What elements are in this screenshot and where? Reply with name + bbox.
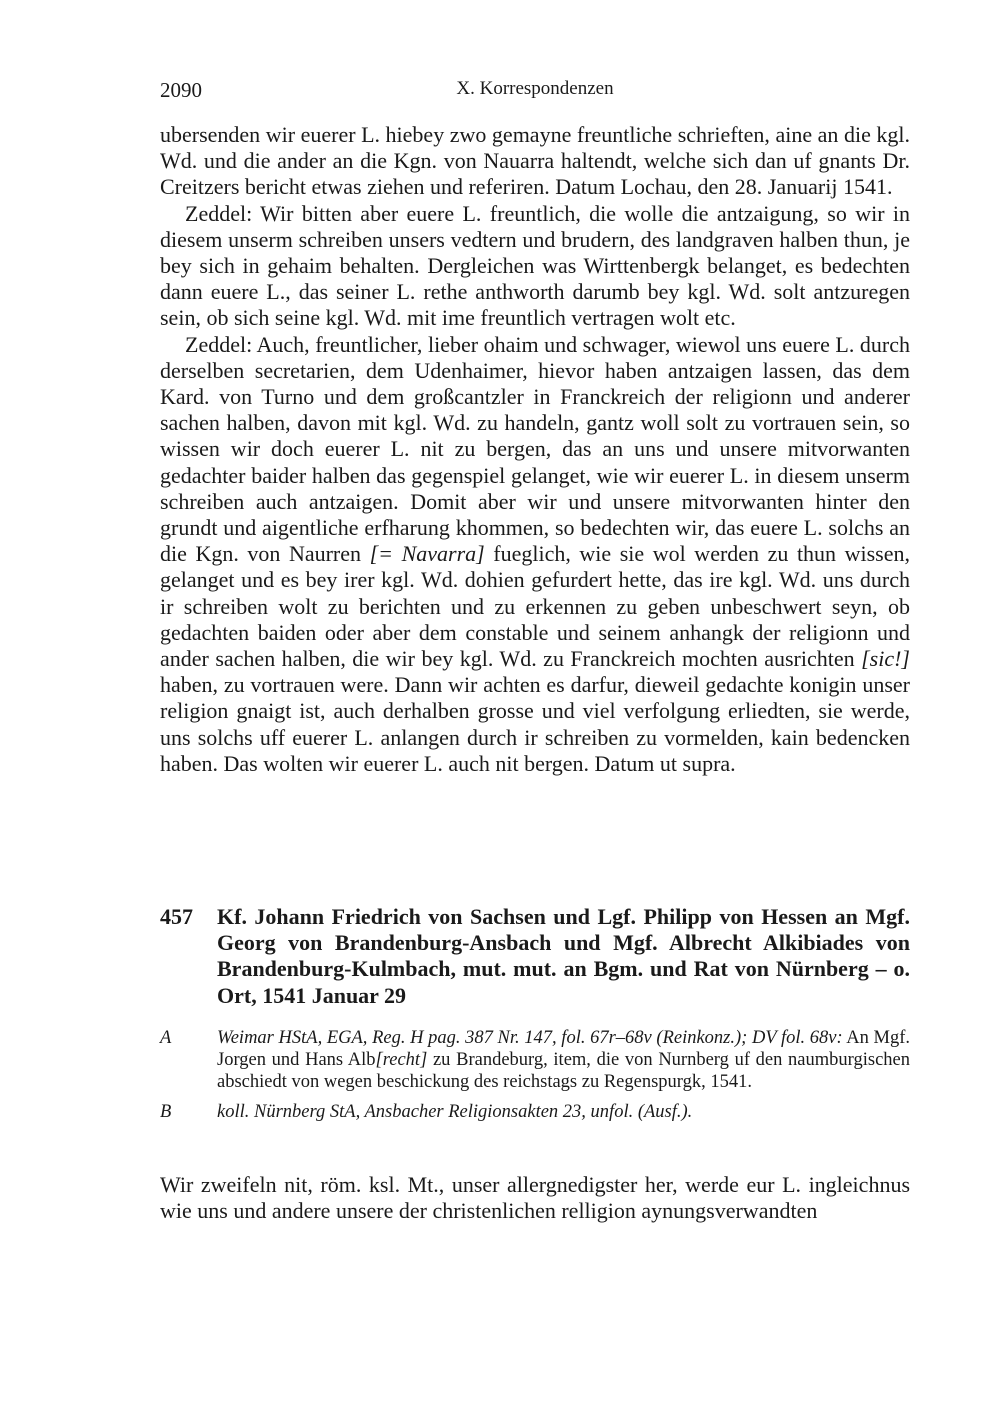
source-entry-a bbox=[160, 1027, 910, 1093]
text-run: Zeddel: Auch, freuntlicher, lieber ohaim und schwager, wiewol uns euere L. durch derselben secretarien, dem Udenhaimer, hievor haben antzaigen lassen, das dem Kard. von Turno und dem großcantzler in Franckreich der religionn und anderer sachen halben, davon mit kgl. Wd. zu handeln, gantz woll solt zu vortrauen sein, so wissen wir doch euerer L. nit zu bergen, das an uns und unsere mitvorwanten gedachter baider halben das gegenspiel gelanget, wie wir euerer L. in diesem unserm schreiben auch antzaigen. Domit aber wir und unsere mitvorwanten hinter den grundt und aigentliche erfharung khommen, so bedechten wir, das euere L. solchs an die Kgn. von Naurren bbox=[160, 331, 910, 567]
letter-beginning bbox=[160, 1172, 910, 1224]
source-sigla: A bbox=[160, 1028, 172, 1048]
source-entry-b bbox=[160, 1101, 910, 1123]
editorial-note: [sic!] bbox=[861, 646, 910, 672]
dorsal-note: An Mgf. Jorgen und Hans Alb bbox=[217, 1028, 910, 1070]
paragraph-postscript-2 bbox=[160, 332, 910, 777]
document-heading bbox=[160, 904, 910, 1009]
editorial-note: [recht] bbox=[375, 1050, 428, 1070]
paragraph-postscript-1: Zeddel: Wir bitten aber euere L. freuntlich, die wolle die antzaigung, so wir in diesem unserm schreiben unsers vedtern und brudern, des landgraven halben thun, je bey sich in gehaim behalten. Dergleichen was Wirttenbergk belanget, es bedechten dann euere L., das seiner L. rethe anthworth darumb bey kgl. Wd. solt antzuregen sein, ob sich seine kgl. Wd. mit ime freuntlich vertragen wolt etc. bbox=[160, 200, 910, 331]
archive-reference: koll. Nürnberg StA, Ansbacher Religionsakten 23, unfol. (Ausf.). bbox=[217, 1102, 693, 1122]
page-header bbox=[160, 78, 910, 108]
source-apparatus bbox=[160, 1027, 910, 1131]
document-number: 457 bbox=[160, 904, 193, 929]
paragraph: ubersenden wir euerer L. hiebey zwo gemayne freuntliche schrieften, aine an die kgl. Wd. und die ander an die Kgn. von Nauarra haltendt, welche sich dan uf gnants Dr. Creitzers bericht etwas ziehen und referiren. Datum Lochau, den 28. Januarij 1541. bbox=[160, 122, 910, 200]
dorsal-note-cont: zu Brandeburg, item, die von Nurnberg uf den naumburgischen abschiedt von wegen beschickung des reichstags zu Regenspurgk, 1541. bbox=[217, 1050, 910, 1092]
editorial-note: [= Navarra] bbox=[369, 541, 485, 567]
text-run: haben, zu vortrauen were. Dann wir achten es darfur, dieweil gedachte konigin unser religion gnaigt ist, auch derhalben grosse und viel verfolgung erliedten, sie werde, uns solchs uff euerer L. anlangen durch ir schreiben zu vormelden, kain bedencken haben. Das wolten wir euerer L. auch nit bergen. Datum ut supra. bbox=[160, 672, 910, 776]
source-sigla: B bbox=[160, 1102, 172, 1122]
letter-ending bbox=[160, 122, 910, 777]
page-number: 2090 bbox=[160, 78, 202, 102]
archive-reference: Weimar HStA, EGA, Reg. H pag. 387 Nr. 147, fol. 67r–68v (Reinkonz.); DV fol. 68v: bbox=[217, 1028, 843, 1048]
running-head: X. Korrespondenzen bbox=[456, 78, 614, 99]
paragraph: Wir zweifeln nit, röm. ksl. Mt., unser allergnedigster her, werde eur L. ingleichnus wie uns und andere unsere der christenlichen relligion aynungsverwandten bbox=[160, 1172, 910, 1224]
text-run: fueglich, wie sie wol werden zu thun wissen, gelanget und es bey irer kgl. Wd. dohien gefurdert hette, das ire kgl. Wd. uns durch ir schreiben wolt zu berichten und zu erkennen zu geben unbeschwert seyn, ob gedachten baiden oder aber dem constable und seinem anhangk der religionn und ander sachen halben, die wir bey kgl. Wd. zu Franckreich mochten ausrichten bbox=[160, 541, 911, 672]
document-title: Kf. Johann Friedrich von Sachsen und Lgf. Philipp von Hessen an Mgf. Georg von Brandenburg-Ansbach und Mgf. Albrecht Alkibiades von Brandenburg-Kulmbach, mut. mut. an Bgm. und Rat von Nürnberg – o. Ort, 1541 Januar 29 bbox=[217, 904, 910, 1008]
